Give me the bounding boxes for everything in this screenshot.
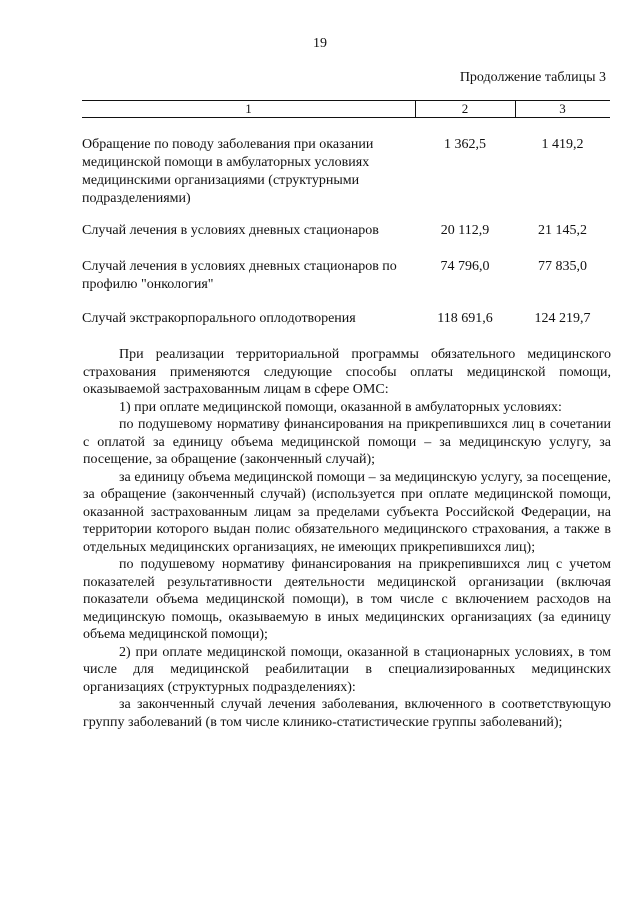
table-row-name: Обращение по поводу заболевания при оказании медицинской помощи в амбулаторных условиях медицинскими организациями (структурными подразделениями) — [82, 137, 374, 206]
table-row-value-3: 21 145,2 — [538, 223, 587, 238]
table-header-col-3: 3 — [559, 101, 566, 116]
paragraph: 2) при оплате медицинской помощи, оказанной в стационарных условиях, в том числе для медицинской реабилитации в специализированных медицинских организациях (структурных подразделениях): — [83, 644, 611, 695]
table-row-value-3: 124 219,7 — [534, 311, 591, 326]
table-continuation-label: Продолжение таблицы 3 — [459, 70, 606, 85]
table-row-name: Случай экстракорпорального оплодотворения — [82, 311, 356, 326]
page-number: 19 — [313, 36, 327, 51]
table-row-name: Случай лечения в условиях дневных стационаров по профилю "онкология" — [82, 259, 397, 292]
paragraph: При реализации территориальной программы обязательного медицинского страхования применяются следующие способы оплаты медицинской помощи, оказываемой застрахованным лицам в сфере ОМС: — [83, 347, 611, 397]
table-header-row — [82, 100, 610, 118]
table-row-name: Случай лечения в условиях дневных стационаров — [82, 223, 379, 238]
body-text — [83, 346, 611, 731]
paragraph: 1) при оплате медицинской помощи, оказанной в амбулаторных условиях: — [119, 399, 562, 415]
paragraph: по подушевому нормативу финансирования на прикрепившихся лиц в сочетании с оплатой за единицу объема медицинской помощи – за медицинскую услугу, за посещение, за обращение (законченный случай); — [83, 417, 611, 467]
table-row-value-2: 74 796,0 — [440, 259, 490, 274]
paragraph: за законченный случай лечения заболевания, включенного в соответствующую группу заболеваний (в том числе клинико-статистические группы заболеваний); — [83, 697, 611, 730]
table-row-value-3: 1 419,2 — [541, 137, 584, 152]
table-header-col-1: 1 — [82, 101, 416, 117]
table-row-value-2: 20 112,9 — [440, 223, 490, 238]
table-row-value-3: 77 835,0 — [538, 259, 587, 274]
paragraph: по подушевому нормативу финансирования на прикрепившихся лиц с учетом показателей результативности деятельности медицинской организации (включая показатели объема медицинской помощи), в том числе с включением расходов на медицинскую помощь, оказываемую в иных медицинских организациях (за единицу объема медицинской помощи); — [83, 557, 611, 642]
table-header-col-2: 2 — [415, 101, 516, 117]
table-row-value-2: 118 691,6 — [437, 311, 493, 326]
paragraph: за единицу объема медицинской помощи – за медицинскую услугу, за посещение, за обращение (законченный случай) (используется при оплате медицинской помощи, оказанной застрахованным лицам за пределами субъекта Российской Федерации, на территории которого выдан полис обязательного медицинского страхования, а также в отдельных медицинских организациях, не имеющих прикрепившихся лиц); — [83, 469, 611, 555]
table-row-value-2: 1 362,5 — [444, 137, 486, 152]
